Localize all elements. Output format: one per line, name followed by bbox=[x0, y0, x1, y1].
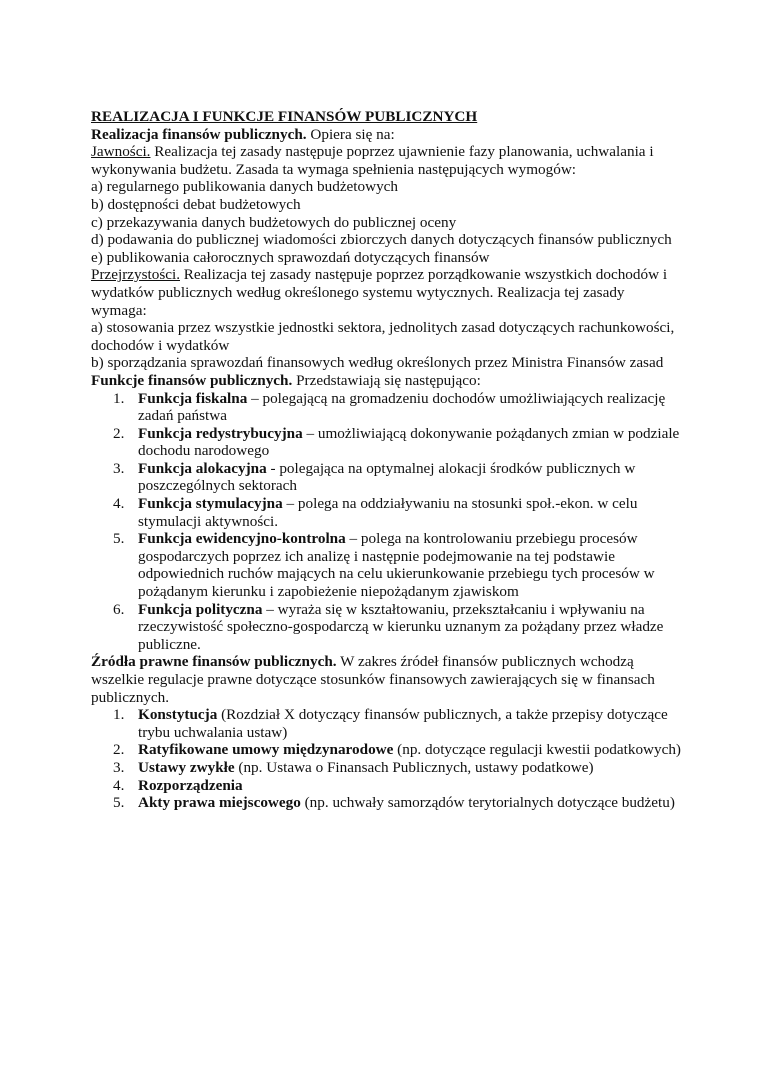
list-item bbox=[91, 425, 681, 460]
list-item-number: 3. bbox=[113, 459, 125, 477]
funkcje-intro-text: Przedstawiają się następująco: bbox=[292, 371, 481, 389]
list-item-name: Ratyfikowane umowy międzynarodowe bbox=[138, 741, 394, 759]
jawnosc-item-d: d) podawania do publicznej wiadomości zbiorczych danych dotyczących finansów publicznych bbox=[91, 231, 672, 249]
list-item-name: Ustawy zwykłe bbox=[138, 758, 235, 776]
realizacja-intro-text: Opiera się na: bbox=[306, 125, 395, 143]
jawnosc-text: Realizacja tej zasady następuje poprzez ujawnienie fazy planowania, uchwalania i wykonywania budżetu. Zasada ta wymaga spełnienia następujących wymogów: bbox=[91, 143, 654, 178]
list-item-name: Funkcja fiskalna bbox=[138, 389, 248, 407]
realizacja-heading: Realizacja finansów publicznych. bbox=[91, 125, 307, 143]
list-item bbox=[91, 759, 681, 777]
zrodla-intro-text: W zakres źródeł finansów publicznych wchodzą wszelkie regulacje prawne dotyczące stosunków finansowych zawierających się w finansach publicznych. bbox=[91, 653, 655, 706]
list-item-number: 5. bbox=[113, 794, 125, 812]
document-title: REALIZACJA I FUNKCJE FINANSÓW PUBLICZNYCH bbox=[91, 108, 478, 125]
jawnosc-item-a: a) regularnego publikowania danych budżetowych bbox=[91, 178, 399, 196]
list-item-number: 1. bbox=[113, 706, 125, 724]
realizacja-intro bbox=[91, 126, 681, 144]
list-item-number: 2. bbox=[113, 741, 125, 759]
list-item-number: 6. bbox=[113, 600, 125, 618]
list-item-desc: (np. uchwały samorządów terytorialnych dotyczące budżetu) bbox=[300, 794, 675, 812]
list-item bbox=[91, 460, 681, 495]
list-item-number: 1. bbox=[113, 389, 125, 407]
list-item bbox=[91, 794, 681, 812]
list-item-number: 3. bbox=[113, 758, 125, 776]
list-item-number: 4. bbox=[113, 776, 125, 794]
list-item-name: Funkcja polityczna bbox=[138, 600, 263, 618]
funkcje-heading: Funkcje finansów publicznych. bbox=[91, 371, 293, 389]
list-item bbox=[91, 495, 681, 530]
list-item-number: 4. bbox=[113, 495, 125, 513]
list-item bbox=[91, 706, 681, 741]
list-item-desc: – polega na kontrolowaniu przebiegu procesów gospodarczych poprzez ich analizę i następnie podejmowanie na tej podstawie odpowiednich ruchów mających na celu ukierunkowanie przebiegu tych procesów w pożądanym kierunku i zapobieżenie niepożądanym zjawiskom bbox=[138, 530, 655, 601]
list-item-name: Funkcja stymulacyjna bbox=[138, 495, 283, 513]
list-item-name: Konstytucja bbox=[138, 706, 218, 724]
list-item-desc: (Rozdział X dotyczący finansów publicznych, a także przepisy dotyczące trybu uchwalania ustaw) bbox=[138, 706, 668, 741]
jawnosc-item-c: c) przekazywania danych budżetowych do publicznej oceny bbox=[91, 213, 457, 231]
funkcje-list bbox=[91, 390, 681, 654]
przejrzystosc-paragraph bbox=[91, 266, 681, 319]
list-item-number: 2. bbox=[113, 424, 125, 442]
list-item-desc: (np. Ustawa o Finansach Publicznych, ustawy podatkowe) bbox=[234, 758, 594, 776]
list-item-name: Rozporządzenia bbox=[138, 776, 243, 794]
document-page bbox=[91, 108, 681, 812]
list-item-name: Funkcja redystrybucyjna bbox=[138, 424, 303, 442]
list-item-desc: – polegającą na gromadzeniu dochodów umożliwiających realizację zadań państwa bbox=[138, 389, 666, 425]
jawnosc-item-b: b) dostępności debat budżetowych bbox=[91, 195, 301, 213]
zrodla-intro bbox=[91, 653, 681, 706]
list-item-desc: (np. dotyczące regulacji kwestii podatkowych) bbox=[393, 741, 681, 759]
list-item-desc: - polegająca na optymalnej alokacji środków publicznych w poszczególnych sektorach bbox=[138, 459, 636, 495]
list-item-number: 5. bbox=[113, 530, 125, 548]
list-item bbox=[91, 741, 681, 759]
jawnosc-paragraph bbox=[91, 143, 681, 178]
list-item bbox=[91, 601, 681, 654]
przejrzystosc-label: Przejrzystości. bbox=[91, 266, 180, 284]
list-item-desc: – wyraża się w kształtowaniu, przekształcaniu i wpływaniu na rzeczywistość społeczno-gospodarczą w kierunku uznanym za pożądany przez władze publiczne. bbox=[138, 600, 664, 653]
funkcje-intro bbox=[91, 372, 681, 390]
jawnosc-label: Jawności. bbox=[91, 143, 151, 161]
zrodla-heading: Źródła prawne finansów publicznych. bbox=[91, 653, 337, 671]
jawnosc-item-e: e) publikowania całorocznych sprawozdań dotyczących finansów bbox=[91, 248, 490, 266]
przejrzystosc-text: Realizacja tej zasady następuje poprzez porządkowanie wszystkich dochodów i wydatków publicznych według określonego systemu wytycznych. Realizacja tej zasady wymaga: bbox=[91, 266, 668, 319]
list-item-desc: – umożliwiającą dokonywanie pożądanych zmian w podziale dochodu narodowego bbox=[138, 424, 680, 460]
list-item-name: Akty prawa miejscowego bbox=[138, 794, 301, 812]
list-item bbox=[91, 390, 681, 425]
list-item-name: Funkcja alokacyjna bbox=[138, 459, 267, 477]
przejrzystosc-item-b: b) sporządzania sprawozdań finansowych według określonych przez Ministra Finansów zasad bbox=[91, 354, 664, 372]
list-item-name: Funkcja ewidencyjno-kontrolna bbox=[138, 530, 346, 548]
przejrzystosc-item-a: a) stosowania przez wszystkie jednostki sektora, jednolitych zasad dotyczących rachunkowości, dochodów i wydatków bbox=[91, 319, 675, 354]
list-item bbox=[91, 530, 681, 600]
list-item-desc: – polega na oddziaływaniu na stosunki społ.-ekon. w celu stymulacji aktywności. bbox=[138, 495, 638, 530]
zrodla-list bbox=[91, 706, 681, 812]
list-item bbox=[91, 777, 681, 795]
